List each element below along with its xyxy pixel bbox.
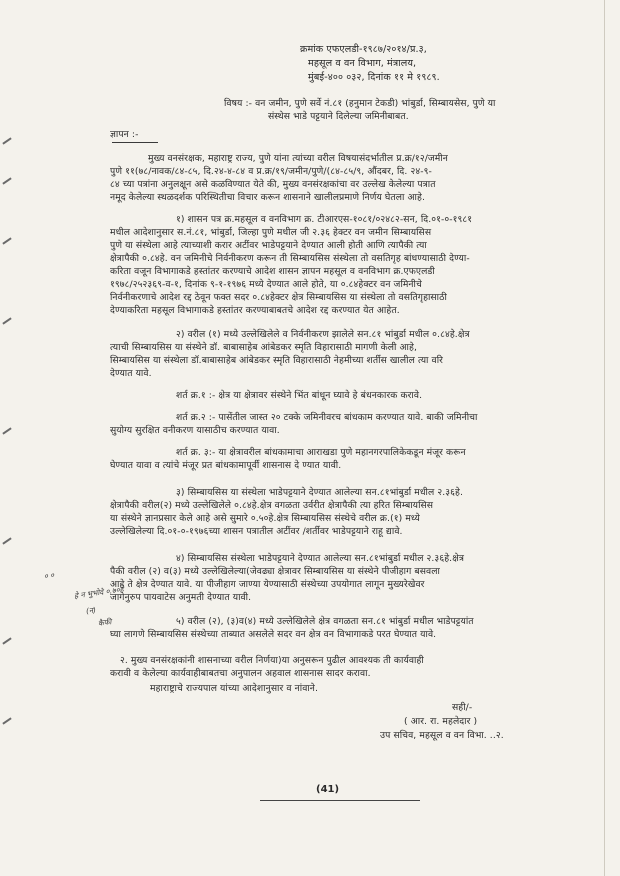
salutation-underline bbox=[112, 142, 158, 143]
header-department: महसूल व वन विभाग, मंत्रालय, bbox=[308, 58, 417, 69]
para-line: घेण्यात यावा व त्यांचे मंजूर प्रत बांधकामापूर्वी शासनास दे ण्यात यावी. bbox=[110, 460, 342, 471]
handwritten-note: (न) bbox=[85, 605, 97, 616]
para-line: मुख्य वनसंरक्षक, महाराष्ट्र राज्य, पुणे यांना त्यांच्या वरील विषयासंदर्भातील प्र.क्र/१२/जमीन bbox=[148, 153, 448, 164]
para-line: ३) सिम्बायसिस या संस्थेला भाडेपट्टयाने देण्यात आलेल्या सन.८१भांबुर्डा मधील २.३६हे. bbox=[176, 487, 464, 498]
header-date: मुंबई-४०० ०३२, दिनांक ११ मे १९८९. bbox=[308, 72, 440, 83]
signature-name: ( आर. रा. महलेदार ) bbox=[404, 716, 478, 727]
page-margin-line bbox=[604, 0, 605, 876]
para-line: पुणे ११(७८/नावक/८४-८५, दि.२४-४-८४ व प्र.क्र/१९/जमीन/पुणे/(८४-८५/९, औंदबर, दि. २४-९- bbox=[110, 166, 432, 177]
signature-sd: सही/- bbox=[452, 702, 473, 713]
subject-line-2: संस्थेस भाडे पट्टयाने दिलेल्या जमिनीबाबत. bbox=[268, 111, 409, 122]
para-line: क्षेत्रापैकी ०.८४हे. वन जमिनीचे निर्वनीकरण करून ती सिम्बायसिस संस्थेला तो वसतिगृह बांधण्यासाठी देण्या- bbox=[110, 253, 470, 264]
para-line: देण्यात यावे. bbox=[110, 368, 152, 379]
signature-designation: उप सचिव, महसूल व वन विभा. ..२. bbox=[380, 730, 504, 741]
header-ref-number: क्रमांक एफएलडी-१९८७/२०१४/प्र.३, bbox=[300, 44, 427, 55]
para-line: क्षेत्रापैकी वरील(२) मध्ये उल्लेखिलेले ०.८४हे.क्षेत्र वगळता उर्वरीत क्षेत्रापैकी त्या हरित सिम्बायसिस bbox=[110, 500, 434, 511]
para-line: सुयोग्य सुरक्षित वनीकरण यासाठीच करण्यात यावा. bbox=[110, 425, 280, 436]
para-line: पैकी वरील (२) व(३) मध्ये उल्लेखिलेल्या(जेवढ्या क्षेत्रावर सिम्बायसिस या संस्थेने पीजीहाग बसवला bbox=[110, 566, 440, 577]
para-line: उल्लेखिलेल्या दि.०१-०-१९७६च्या शासन पत्रातील अटींवर /शर्तीवर भाडेपट्टयाने राहू द्यावे. bbox=[110, 526, 403, 537]
condition-1: शर्त क्र.१ :- क्षेत्र या क्षेत्रावर संस्थेने भिंत बांधून घ्यावे हे बंधनकारक करावे. bbox=[176, 390, 423, 401]
salutation: ज्ञापन :- bbox=[110, 129, 139, 140]
handwritten-margin-mark: ० ० bbox=[43, 570, 55, 581]
para-line: १९७८/२५२३६९-व-१, दिनांक ९-१-१९७६ मध्ये देण्यात आले होते, या ०.८४हेक्टर वन जमिनीचे bbox=[110, 279, 422, 290]
para-line: त्याची सिम्बायसिस या संस्थेने डॉ. बाबासाहेब आंबेडकर स्मृति विहारासाठी मागणी केली आहे, bbox=[110, 342, 417, 353]
para-line: ५) वरील (२), (३)व(४) मध्ये उल्लेखिलेले क्षेत्र वगळता सन.८१ भांबुर्डा मधील भाडेपट्टयांत bbox=[176, 616, 474, 627]
para-line: २) वरील (१) मध्ये उल्लेखिलेले व निर्वनीकरण झालेले सन.८१ भांबुर्डा मधील ०.८४हे.क्षेत्र bbox=[176, 329, 470, 340]
page-number-rule bbox=[260, 800, 420, 801]
para-line: पुणे या संस्थेला आहे त्याच्याशी करार अटींवर भाडेपट्टयाने देण्यात आली होती आणि त्यापैकी त्या bbox=[110, 240, 427, 251]
para-line: १) शासन पत्र क्र.महसूल व वनविभाग क्र. टीआरएस-१०८१/०२४८२-सन, दि.०१-०-१९८१ bbox=[176, 214, 473, 225]
page-number: (41) bbox=[316, 784, 340, 795]
para-line: देण्याकरिता महसूल विभागाकडे हस्तांतर करण्याबाबतचे आदेश रद्द करण्यात येत आहेत. bbox=[110, 305, 400, 316]
para-line: ४) सिम्बायसिस संस्थेला भाडेपट्टयाने देण्यात आलेल्या सन.८१भांबुर्डा मधील २.३६हे.क्षेत्र bbox=[176, 553, 465, 564]
para-line: जागेनुरुप पायवाटेस अनुमती देण्यात यावी. bbox=[110, 592, 252, 603]
para-line: महाराष्ट्राचे राज्यपाल यांच्या आदेशानुसार व नांवाने. bbox=[150, 683, 319, 694]
para-line: २. मुख्य वनसंरक्षकांनी शासनाच्या वरील निर्णया)या अनुसरून पुढील आवश्यक ती कार्यवाही bbox=[120, 655, 424, 666]
handwritten-note: कैफी bbox=[97, 617, 112, 628]
para-line: करिता वजून विभागाकडे हस्तांतर करण्याचे आदेश शासन ज्ञापन महसूल व वनविभाग क्र.एफएलडी bbox=[110, 266, 435, 277]
para-line: आहे ते क्षेत्र देण्यात यावे. या पीजीहाग जाण्या येण्यासाठी संस्थेच्या उपयोगात लागून मुख्यरेखेवर bbox=[110, 579, 425, 590]
para-line: घ्या लागणे सिम्बायसिस संस्थेच्या ताब्यात असलेले सदर वन क्षेत्र वन विभागाकडे परत घेण्यात यावे. bbox=[110, 629, 437, 640]
left-edge-marks bbox=[2, 120, 14, 760]
para-line: नमूद केलेल्या स्थळदर्शक परिस्थितीचा विचार करून शासनाने खालीलप्रमाणे निर्णय घेतला आहे. bbox=[110, 192, 425, 203]
para-line: सिम्बायसिस या संस्थेला डॉ.बाबासाहेब आंबेडकर स्मृति विहारासाठी नेहमीच्या शर्तीस खालील त्या वरि bbox=[110, 355, 443, 366]
subject-line-1: विषय :- वन जमीन, पुणे सर्वे नं.८१ (हनुमान टेकडी) भांबुर्डा, सिम्बायसेस, पुणे या bbox=[224, 98, 496, 109]
para-line: या संस्थेने ज्ञानप्रसार केले आहे असे सुमारे ०.५०हे.क्षेत्र सिम्बायसिस संस्थेचे वरील क्र.(१) मध्ये bbox=[110, 513, 420, 524]
condition-3: शर्त क्र. ३:- या क्षेत्रावरील बांधकामाचा आराखडा पुणे महानगरपालिकेकडून मंजूर करून bbox=[176, 447, 466, 458]
para-line: मधील आदेशानुसार स.नं.८१, भांबुर्डा, जिल्हा पुणे मधील जी २.३६ हेक्टर वन जमीन सिम्बायसिस bbox=[110, 227, 432, 238]
para-line: ८४ च्या पत्रांना अनुलक्षून असे कळविण्यात येते की, मुख्य वनसंरक्षकांचा वर उल्लेख केलेल्या पत्रात bbox=[110, 179, 436, 190]
para-line: निर्वनीकरणाचे आदेश रद्द ठेवून फक्त सदर ०.८४हेक्टर क्षेत्र सिम्बायसिस या संस्थेला तो वसतिगृहासाठी bbox=[110, 292, 447, 303]
handwritten-note: हे न भुभोदे ०.७०हे bbox=[73, 584, 125, 601]
condition-2: शर्त क्र.२ :- पासेंतील जास्त २० टक्के जमिनीवरच बांधकाम करण्यात यावे. बाकी जमिनीचा bbox=[176, 412, 478, 423]
para-line: करावी व केलेल्या कार्यवाहीबाबतचा अनुपालन अहवाल शासनास सादर करावा. bbox=[110, 668, 371, 679]
